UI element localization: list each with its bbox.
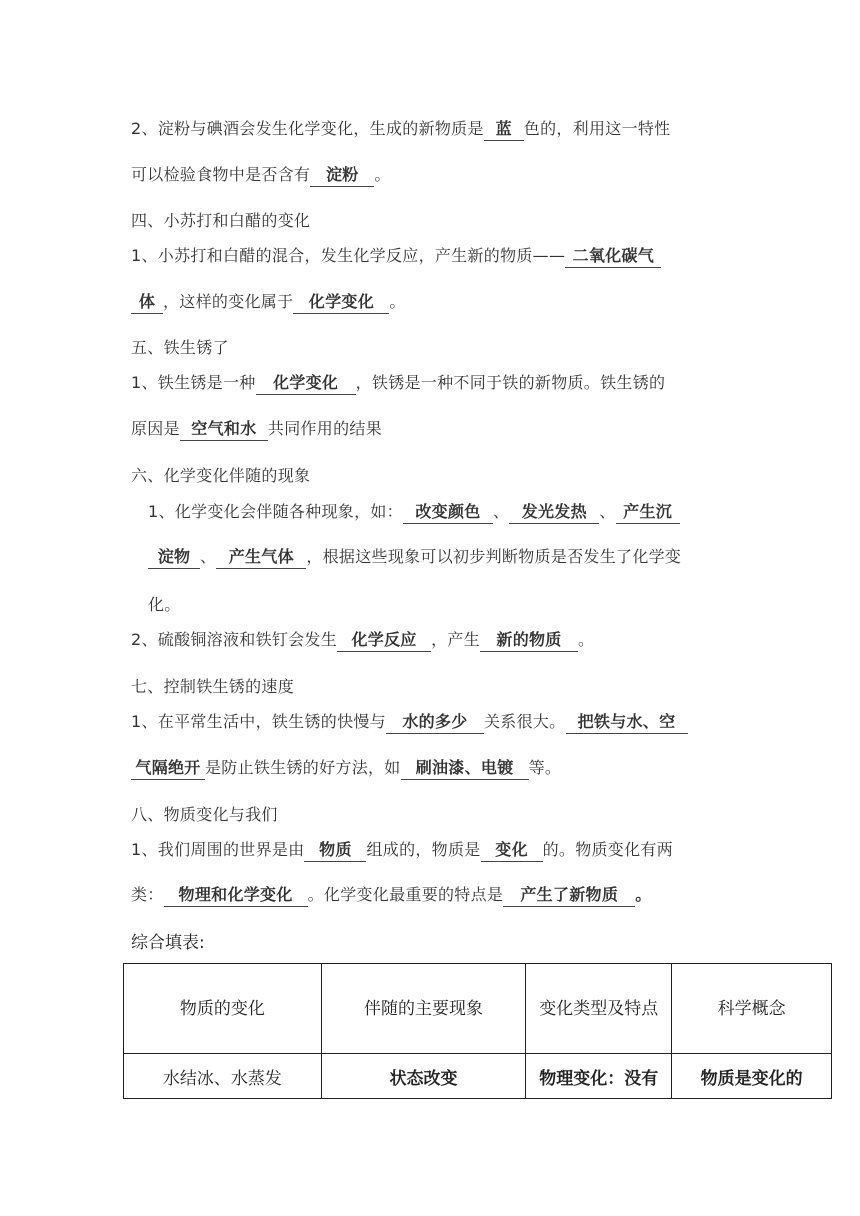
text: 类： (131, 885, 164, 904)
answer-blank: 物质 (304, 839, 366, 862)
text-line (131, 418, 382, 441)
answer-blank: 改变颜色 (403, 501, 493, 524)
table-header-cell: 物质的变化 (124, 964, 322, 1054)
text-line (131, 839, 673, 862)
text: 1、小苏打和白醋的混合，发生化学反应，产生新的物质—— (131, 246, 566, 265)
text: 原因是 (131, 419, 180, 438)
text: 、 (599, 502, 616, 521)
text: 。化学变化最重要的特点是 (307, 885, 504, 904)
table-header-cell: 伴随的主要现象 (321, 964, 526, 1054)
answer-blank: 化学变化 (293, 291, 389, 314)
text-line (131, 711, 688, 734)
table-cell: 水结冰、水蒸发 (124, 1054, 322, 1099)
section-heading: 八、物质变化与我们 (131, 805, 278, 824)
table-cell: 状态改变 (321, 1054, 526, 1099)
answer-blank: 产生了新物质 (503, 884, 635, 907)
answer-blank: 淀物 (148, 546, 200, 569)
text: 。 (374, 165, 391, 184)
answer-blank: 刷油漆、电镀 (401, 757, 529, 780)
table-row (124, 1054, 832, 1099)
section-heading: 六、化学变化伴随的现象 (131, 466, 311, 485)
text-line (131, 629, 594, 652)
text: 2、淀粉与碘酒会发生化学变化，生成的新物质是 (131, 119, 484, 138)
text: 。 (635, 885, 652, 904)
text-line: 化。 (148, 595, 181, 614)
text: ，根据这些现象可以初步判断物质是否发生了化学变 (306, 547, 682, 566)
text-line (131, 291, 406, 314)
text-line (148, 546, 681, 569)
text: 。 (578, 630, 595, 649)
text: 。 (389, 292, 406, 311)
text: 、 (492, 502, 510, 521)
text: 关系很大。 (483, 712, 566, 731)
answer-blank: 淀粉 (310, 164, 374, 187)
text: ，产生 (431, 630, 480, 649)
answer-blank: 蓝 (484, 118, 524, 141)
text-line (131, 884, 652, 907)
section-heading: 七、控制铁生锈的速度 (131, 677, 295, 696)
text: 1、化学变化会伴随各种现象，如： (148, 502, 403, 521)
answer-blank: 新的物质 (480, 629, 578, 652)
answer-blank: 产生气体 (216, 546, 306, 569)
table-header-row (124, 964, 832, 1054)
text: 共同作用的结果 (267, 419, 383, 438)
text-line (148, 501, 680, 524)
answer-blank: 气隔绝开 (131, 757, 205, 780)
answer-blank: 水的多少 (386, 711, 484, 734)
answer-blank: 发光发热 (509, 501, 599, 524)
text: 色的，利用这一特性 (523, 119, 671, 138)
answer-blank: 物理和化学变化 (164, 884, 308, 907)
answer-blank: 变化 (481, 839, 543, 862)
table-cell: 物理变化：没有 (526, 1054, 672, 1099)
answer-blank: 把铁与水、空 (566, 711, 688, 734)
answer-blank: 二氧化碳气 (565, 245, 661, 268)
text-line (131, 164, 391, 187)
answer-blank: 产生沉 (616, 501, 680, 524)
table-cell: 物质是变化的 (672, 1054, 832, 1099)
text-line (131, 757, 561, 780)
section-heading: 四、小苏打和白醋的变化 (131, 211, 311, 230)
summary-table (123, 963, 832, 1099)
text-line (131, 372, 665, 395)
text: 可以检验食物中是否含有 (131, 165, 311, 184)
text: 2、硫酸铜溶液和铁钉会发生 (131, 630, 338, 649)
text: 、 (200, 547, 217, 566)
section-heading: 五、铁生锈了 (131, 338, 229, 357)
text: 是防止铁生锈的好方法，如 (205, 758, 401, 777)
answer-blank: 空气和水 (180, 418, 268, 441)
text: 1、我们周围的世界是由 (131, 840, 305, 859)
text: 等。 (528, 758, 562, 777)
text-line (131, 245, 661, 268)
text: ，这样的变化属于 (163, 292, 294, 311)
text: 1、铁生锈是一种 (131, 373, 256, 392)
text: 的。物质变化有两 (542, 840, 673, 859)
text-line (131, 118, 670, 141)
text: ，铁锈是一种不同于铁的新物质。铁生锈的 (355, 373, 666, 392)
text: 1、在平常生活中，铁生锈的快慢与 (131, 712, 386, 731)
table-header-cell: 变化类型及特点 (526, 964, 672, 1054)
text: 组成的，物质是 (366, 840, 481, 859)
answer-blank: 体 (131, 291, 163, 314)
table-header-cell: 科学概念 (672, 964, 832, 1054)
answer-blank: 化学反应 (337, 629, 431, 652)
table-label: 综合填表: (131, 933, 205, 953)
answer-blank: 化学变化 (256, 372, 356, 395)
